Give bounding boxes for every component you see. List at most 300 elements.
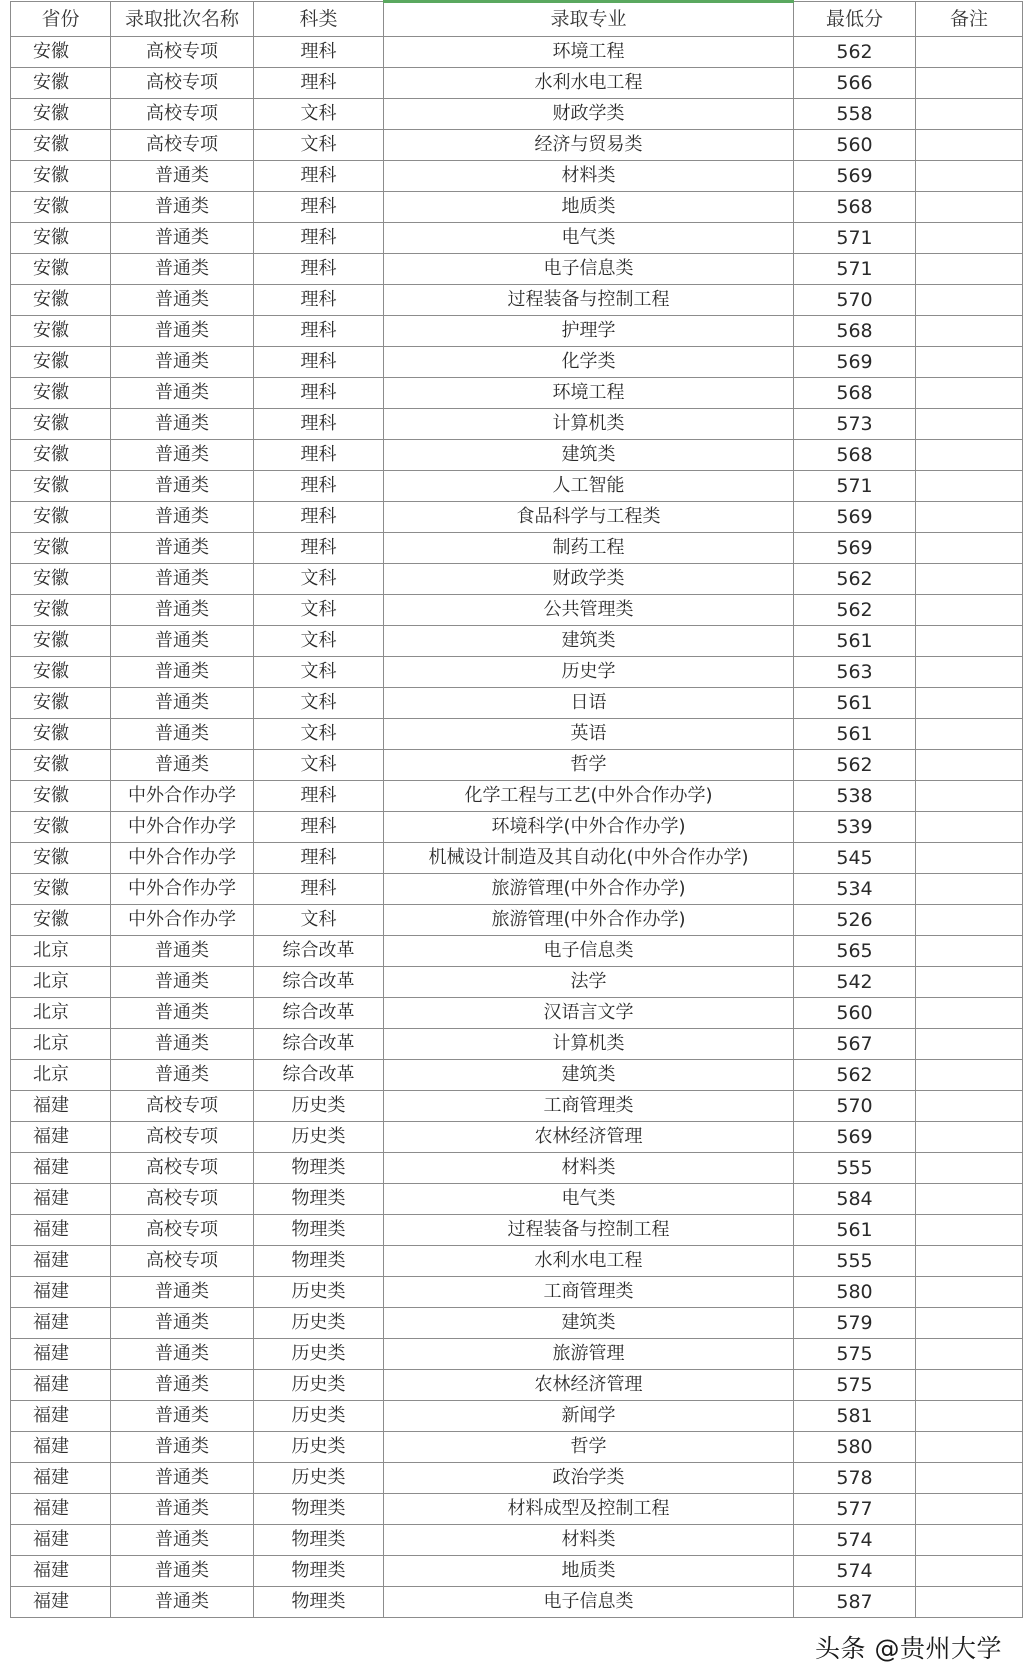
table-row	[11, 99, 1023, 130]
subject-cell: 理科	[254, 378, 384, 409]
table-row	[11, 1432, 1023, 1463]
major-cell: 电子信息类	[384, 1587, 794, 1618]
note-cell	[916, 1277, 1023, 1308]
major-cell: 建筑类	[384, 626, 794, 657]
batch-cell: 中外合作办学	[111, 812, 254, 843]
subject-cell: 历史类	[254, 1122, 384, 1153]
table-row	[11, 1277, 1023, 1308]
table-row	[11, 688, 1023, 719]
note-cell	[916, 254, 1023, 285]
batch-cell: 高校专项	[111, 130, 254, 161]
column-header-major: 录取专业	[384, 2, 794, 37]
min-score-cell: 580	[794, 1432, 916, 1463]
province-cell: 福建	[11, 1277, 111, 1308]
table-row	[11, 657, 1023, 688]
province-cell: 安徽	[11, 223, 111, 254]
subject-cell: 历史类	[254, 1308, 384, 1339]
major-cell: 旅游管理(中外合作办学)	[384, 905, 794, 936]
min-score-cell: 574	[794, 1556, 916, 1587]
batch-cell: 高校专项	[111, 1153, 254, 1184]
province-cell: 安徽	[11, 905, 111, 936]
province-cell: 安徽	[11, 347, 111, 378]
batch-cell: 普通类	[111, 161, 254, 192]
note-cell	[916, 37, 1023, 68]
province-cell: 安徽	[11, 316, 111, 347]
batch-cell: 高校专项	[111, 1091, 254, 1122]
table-row	[11, 1184, 1023, 1215]
province-cell: 安徽	[11, 812, 111, 843]
subject-cell: 综合改革	[254, 1060, 384, 1091]
batch-cell: 普通类	[111, 440, 254, 471]
major-cell: 电气类	[384, 1184, 794, 1215]
batch-cell: 普通类	[111, 378, 254, 409]
table-row	[11, 1122, 1023, 1153]
min-score-cell: 542	[794, 967, 916, 998]
note-cell	[916, 502, 1023, 533]
province-cell: 安徽	[11, 37, 111, 68]
table-row	[11, 1339, 1023, 1370]
province-cell: 福建	[11, 1091, 111, 1122]
subject-cell: 理科	[254, 316, 384, 347]
note-cell	[916, 1029, 1023, 1060]
major-cell: 公共管理类	[384, 595, 794, 626]
note-cell	[916, 936, 1023, 967]
note-cell	[916, 1432, 1023, 1463]
major-cell: 建筑类	[384, 440, 794, 471]
table-row	[11, 1556, 1023, 1587]
subject-cell: 历史类	[254, 1339, 384, 1370]
note-cell	[916, 440, 1023, 471]
min-score-cell: 580	[794, 1277, 916, 1308]
major-cell: 环境科学(中外合作办学)	[384, 812, 794, 843]
note-cell	[916, 1401, 1023, 1432]
table-row	[11, 564, 1023, 595]
batch-cell: 普通类	[111, 1525, 254, 1556]
subject-cell: 理科	[254, 254, 384, 285]
table-row	[11, 750, 1023, 781]
min-score-cell: 565	[794, 936, 916, 967]
min-score-cell: 534	[794, 874, 916, 905]
major-cell: 工商管理类	[384, 1091, 794, 1122]
table-row	[11, 409, 1023, 440]
min-score-cell: 568	[794, 192, 916, 223]
subject-cell: 理科	[254, 37, 384, 68]
major-cell: 电气类	[384, 223, 794, 254]
province-cell: 北京	[11, 936, 111, 967]
note-cell	[916, 1494, 1023, 1525]
province-cell: 安徽	[11, 161, 111, 192]
note-cell	[916, 347, 1023, 378]
note-cell	[916, 1370, 1023, 1401]
note-cell	[916, 1184, 1023, 1215]
major-cell: 环境工程	[384, 378, 794, 409]
major-cell: 历史学	[384, 657, 794, 688]
min-score-cell: 571	[794, 223, 916, 254]
min-score-cell: 569	[794, 502, 916, 533]
province-cell: 安徽	[11, 688, 111, 719]
subject-cell: 物理类	[254, 1215, 384, 1246]
table-row	[11, 471, 1023, 502]
batch-cell: 普通类	[111, 285, 254, 316]
table-row	[11, 595, 1023, 626]
note-cell	[916, 750, 1023, 781]
province-cell: 福建	[11, 1494, 111, 1525]
batch-cell: 普通类	[111, 967, 254, 998]
major-cell: 新闻学	[384, 1401, 794, 1432]
table-row	[11, 1029, 1023, 1060]
major-cell: 化学类	[384, 347, 794, 378]
subject-cell: 物理类	[254, 1494, 384, 1525]
column-header-note: 备注	[916, 2, 1023, 37]
major-cell: 材料类	[384, 1153, 794, 1184]
table-row	[11, 1308, 1023, 1339]
province-cell: 安徽	[11, 750, 111, 781]
province-cell: 安徽	[11, 843, 111, 874]
major-cell: 材料类	[384, 1525, 794, 1556]
table-row	[11, 998, 1023, 1029]
major-cell: 旅游管理	[384, 1339, 794, 1370]
batch-cell: 中外合作办学	[111, 905, 254, 936]
province-cell: 福建	[11, 1339, 111, 1370]
subject-cell: 理科	[254, 223, 384, 254]
province-cell: 安徽	[11, 68, 111, 99]
min-score-cell: 569	[794, 533, 916, 564]
batch-cell: 高校专项	[111, 1184, 254, 1215]
batch-cell: 普通类	[111, 1370, 254, 1401]
table-row	[11, 874, 1023, 905]
subject-cell: 历史类	[254, 1432, 384, 1463]
min-score-cell: 561	[794, 626, 916, 657]
column-header-province: 省份	[11, 2, 111, 37]
major-cell: 政治学类	[384, 1463, 794, 1494]
batch-cell: 普通类	[111, 316, 254, 347]
min-score-cell: 545	[794, 843, 916, 874]
table-row	[11, 905, 1023, 936]
subject-cell: 文科	[254, 657, 384, 688]
table-row	[11, 254, 1023, 285]
table-row	[11, 192, 1023, 223]
min-score-cell: 562	[794, 564, 916, 595]
header-row	[11, 2, 1023, 37]
note-cell	[916, 1122, 1023, 1153]
batch-cell: 普通类	[111, 1556, 254, 1587]
note-cell	[916, 874, 1023, 905]
note-cell	[916, 1060, 1023, 1091]
min-score-cell: 574	[794, 1525, 916, 1556]
province-cell: 福建	[11, 1401, 111, 1432]
min-score-cell: 558	[794, 99, 916, 130]
subject-cell: 理科	[254, 68, 384, 99]
table-body	[11, 37, 1023, 1618]
min-score-cell: 568	[794, 440, 916, 471]
min-score-cell: 578	[794, 1463, 916, 1494]
subject-cell: 综合改革	[254, 936, 384, 967]
subject-cell: 历史类	[254, 1370, 384, 1401]
major-cell: 财政学类	[384, 99, 794, 130]
table-row	[11, 781, 1023, 812]
subject-cell: 综合改革	[254, 1029, 384, 1060]
subject-cell: 文科	[254, 905, 384, 936]
min-score-cell: 562	[794, 750, 916, 781]
min-score-cell: 561	[794, 1215, 916, 1246]
batch-cell: 普通类	[111, 657, 254, 688]
table-row	[11, 626, 1023, 657]
min-score-cell: 577	[794, 1494, 916, 1525]
note-cell	[916, 905, 1023, 936]
subject-cell: 文科	[254, 688, 384, 719]
note-cell	[916, 1215, 1023, 1246]
table-row	[11, 285, 1023, 316]
province-cell: 北京	[11, 1029, 111, 1060]
note-cell	[916, 812, 1023, 843]
province-cell: 福建	[11, 1525, 111, 1556]
major-cell: 计算机类	[384, 409, 794, 440]
table-row	[11, 1525, 1023, 1556]
batch-cell: 普通类	[111, 1277, 254, 1308]
note-cell	[916, 223, 1023, 254]
province-cell: 安徽	[11, 440, 111, 471]
province-cell: 福建	[11, 1215, 111, 1246]
table-row	[11, 812, 1023, 843]
note-cell	[916, 409, 1023, 440]
batch-cell: 普通类	[111, 1463, 254, 1494]
table-row	[11, 223, 1023, 254]
table-row	[11, 533, 1023, 564]
subject-cell: 理科	[254, 347, 384, 378]
batch-cell: 普通类	[111, 471, 254, 502]
subject-cell: 理科	[254, 192, 384, 223]
table-row	[11, 440, 1023, 471]
province-cell: 安徽	[11, 99, 111, 130]
subject-cell: 历史类	[254, 1463, 384, 1494]
batch-cell: 普通类	[111, 223, 254, 254]
subject-cell: 理科	[254, 285, 384, 316]
batch-cell: 普通类	[111, 595, 254, 626]
table-row	[11, 1370, 1023, 1401]
min-score-cell: 573	[794, 409, 916, 440]
min-score-cell: 539	[794, 812, 916, 843]
province-cell: 北京	[11, 1060, 111, 1091]
min-score-cell: 569	[794, 161, 916, 192]
subject-cell: 物理类	[254, 1184, 384, 1215]
province-cell: 福建	[11, 1587, 111, 1618]
note-cell	[916, 998, 1023, 1029]
table-row	[11, 130, 1023, 161]
batch-cell: 普通类	[111, 254, 254, 285]
batch-cell: 普通类	[111, 347, 254, 378]
note-cell	[916, 99, 1023, 130]
column-header-min-score: 最低分	[794, 2, 916, 37]
column-header-subject: 科类	[254, 2, 384, 37]
batch-cell: 高校专项	[111, 1122, 254, 1153]
major-cell: 过程装备与控制工程	[384, 285, 794, 316]
min-score-cell: 568	[794, 316, 916, 347]
major-cell: 农林经济管理	[384, 1122, 794, 1153]
subject-cell: 文科	[254, 99, 384, 130]
min-score-cell: 562	[794, 37, 916, 68]
subject-cell: 物理类	[254, 1153, 384, 1184]
batch-cell: 高校专项	[111, 37, 254, 68]
major-cell: 经济与贸易类	[384, 130, 794, 161]
note-cell	[916, 843, 1023, 874]
min-score-cell: 571	[794, 471, 916, 502]
major-cell: 旅游管理(中外合作办学)	[384, 874, 794, 905]
major-cell: 建筑类	[384, 1308, 794, 1339]
province-cell: 安徽	[11, 192, 111, 223]
major-cell: 工商管理类	[384, 1277, 794, 1308]
subject-cell: 物理类	[254, 1587, 384, 1618]
min-score-cell: 584	[794, 1184, 916, 1215]
note-cell	[916, 1153, 1023, 1184]
province-cell: 安徽	[11, 781, 111, 812]
batch-cell: 普通类	[111, 1029, 254, 1060]
major-cell: 地质类	[384, 1556, 794, 1587]
note-cell	[916, 1246, 1023, 1277]
subject-cell: 物理类	[254, 1525, 384, 1556]
batch-cell: 中外合作办学	[111, 781, 254, 812]
table-row	[11, 502, 1023, 533]
province-cell: 安徽	[11, 626, 111, 657]
batch-cell: 普通类	[111, 998, 254, 1029]
min-score-cell: 567	[794, 1029, 916, 1060]
subject-cell: 理科	[254, 409, 384, 440]
subject-cell: 物理类	[254, 1556, 384, 1587]
subject-cell: 文科	[254, 595, 384, 626]
subject-cell: 理科	[254, 781, 384, 812]
table-row	[11, 316, 1023, 347]
province-cell: 福建	[11, 1463, 111, 1494]
major-cell: 英语	[384, 719, 794, 750]
subject-cell: 理科	[254, 502, 384, 533]
table-row	[11, 1463, 1023, 1494]
batch-cell: 普通类	[111, 1060, 254, 1091]
batch-cell: 普通类	[111, 1339, 254, 1370]
min-score-cell: 555	[794, 1246, 916, 1277]
note-cell	[916, 719, 1023, 750]
note-cell	[916, 1339, 1023, 1370]
min-score-cell: 566	[794, 68, 916, 99]
major-cell: 食品科学与工程类	[384, 502, 794, 533]
table-row	[11, 1060, 1023, 1091]
min-score-cell: 579	[794, 1308, 916, 1339]
batch-cell: 普通类	[111, 1308, 254, 1339]
batch-cell: 普通类	[111, 1587, 254, 1618]
table-row	[11, 1494, 1023, 1525]
min-score-cell: 575	[794, 1370, 916, 1401]
province-cell: 福建	[11, 1122, 111, 1153]
major-cell: 计算机类	[384, 1029, 794, 1060]
batch-cell: 高校专项	[111, 1215, 254, 1246]
province-cell: 福建	[11, 1246, 111, 1277]
note-cell	[916, 378, 1023, 409]
subject-cell: 文科	[254, 719, 384, 750]
subject-cell: 理科	[254, 471, 384, 502]
subject-cell: 物理类	[254, 1246, 384, 1277]
province-cell: 安徽	[11, 409, 111, 440]
province-cell: 福建	[11, 1432, 111, 1463]
major-cell: 水利水电工程	[384, 68, 794, 99]
major-cell: 人工智能	[384, 471, 794, 502]
admission-scores-table	[10, 0, 1023, 1618]
watermark: 头条 @贵州大学	[813, 1629, 1004, 1665]
subject-cell: 文科	[254, 130, 384, 161]
table-row	[11, 1401, 1023, 1432]
province-cell: 安徽	[11, 533, 111, 564]
province-cell: 福建	[11, 1184, 111, 1215]
major-cell: 材料成型及控制工程	[384, 1494, 794, 1525]
note-cell	[916, 626, 1023, 657]
min-score-cell: 555	[794, 1153, 916, 1184]
batch-cell: 普通类	[111, 1494, 254, 1525]
batch-cell: 中外合作办学	[111, 843, 254, 874]
subject-cell: 理科	[254, 161, 384, 192]
major-cell: 过程装备与控制工程	[384, 1215, 794, 1246]
note-cell	[916, 1587, 1023, 1618]
batch-cell: 高校专项	[111, 68, 254, 99]
note-cell	[916, 688, 1023, 719]
note-cell	[916, 1308, 1023, 1339]
table-row	[11, 1587, 1023, 1618]
min-score-cell: 575	[794, 1339, 916, 1370]
major-cell: 电子信息类	[384, 936, 794, 967]
note-cell	[916, 781, 1023, 812]
table-row	[11, 161, 1023, 192]
batch-cell: 普通类	[111, 192, 254, 223]
table-row	[11, 1246, 1023, 1277]
major-cell: 哲学	[384, 1432, 794, 1463]
min-score-cell: 561	[794, 688, 916, 719]
province-cell: 安徽	[11, 719, 111, 750]
min-score-cell: 561	[794, 719, 916, 750]
note-cell	[916, 1463, 1023, 1494]
province-cell: 北京	[11, 967, 111, 998]
min-score-cell: 570	[794, 285, 916, 316]
table-row	[11, 347, 1023, 378]
table-row	[11, 1091, 1023, 1122]
major-cell: 农林经济管理	[384, 1370, 794, 1401]
table-row	[11, 936, 1023, 967]
table-row	[11, 967, 1023, 998]
note-cell	[916, 564, 1023, 595]
note-cell	[916, 192, 1023, 223]
province-cell: 安徽	[11, 471, 111, 502]
major-cell: 护理学	[384, 316, 794, 347]
province-cell: 福建	[11, 1308, 111, 1339]
note-cell	[916, 68, 1023, 99]
batch-cell: 普通类	[111, 936, 254, 967]
table-row	[11, 719, 1023, 750]
note-cell	[916, 533, 1023, 564]
province-cell: 福建	[11, 1370, 111, 1401]
note-cell	[916, 595, 1023, 626]
note-cell	[916, 1091, 1023, 1122]
batch-cell: 普通类	[111, 688, 254, 719]
note-cell	[916, 161, 1023, 192]
min-score-cell: 568	[794, 378, 916, 409]
province-cell: 安徽	[11, 254, 111, 285]
note-cell	[916, 316, 1023, 347]
batch-cell: 普通类	[111, 409, 254, 440]
major-cell: 环境工程	[384, 37, 794, 68]
note-cell	[916, 967, 1023, 998]
major-cell: 建筑类	[384, 1060, 794, 1091]
note-cell	[916, 471, 1023, 502]
major-cell: 哲学	[384, 750, 794, 781]
major-cell: 水利水电工程	[384, 1246, 794, 1277]
batch-cell: 普通类	[111, 719, 254, 750]
table-row	[11, 1215, 1023, 1246]
note-cell	[916, 657, 1023, 688]
